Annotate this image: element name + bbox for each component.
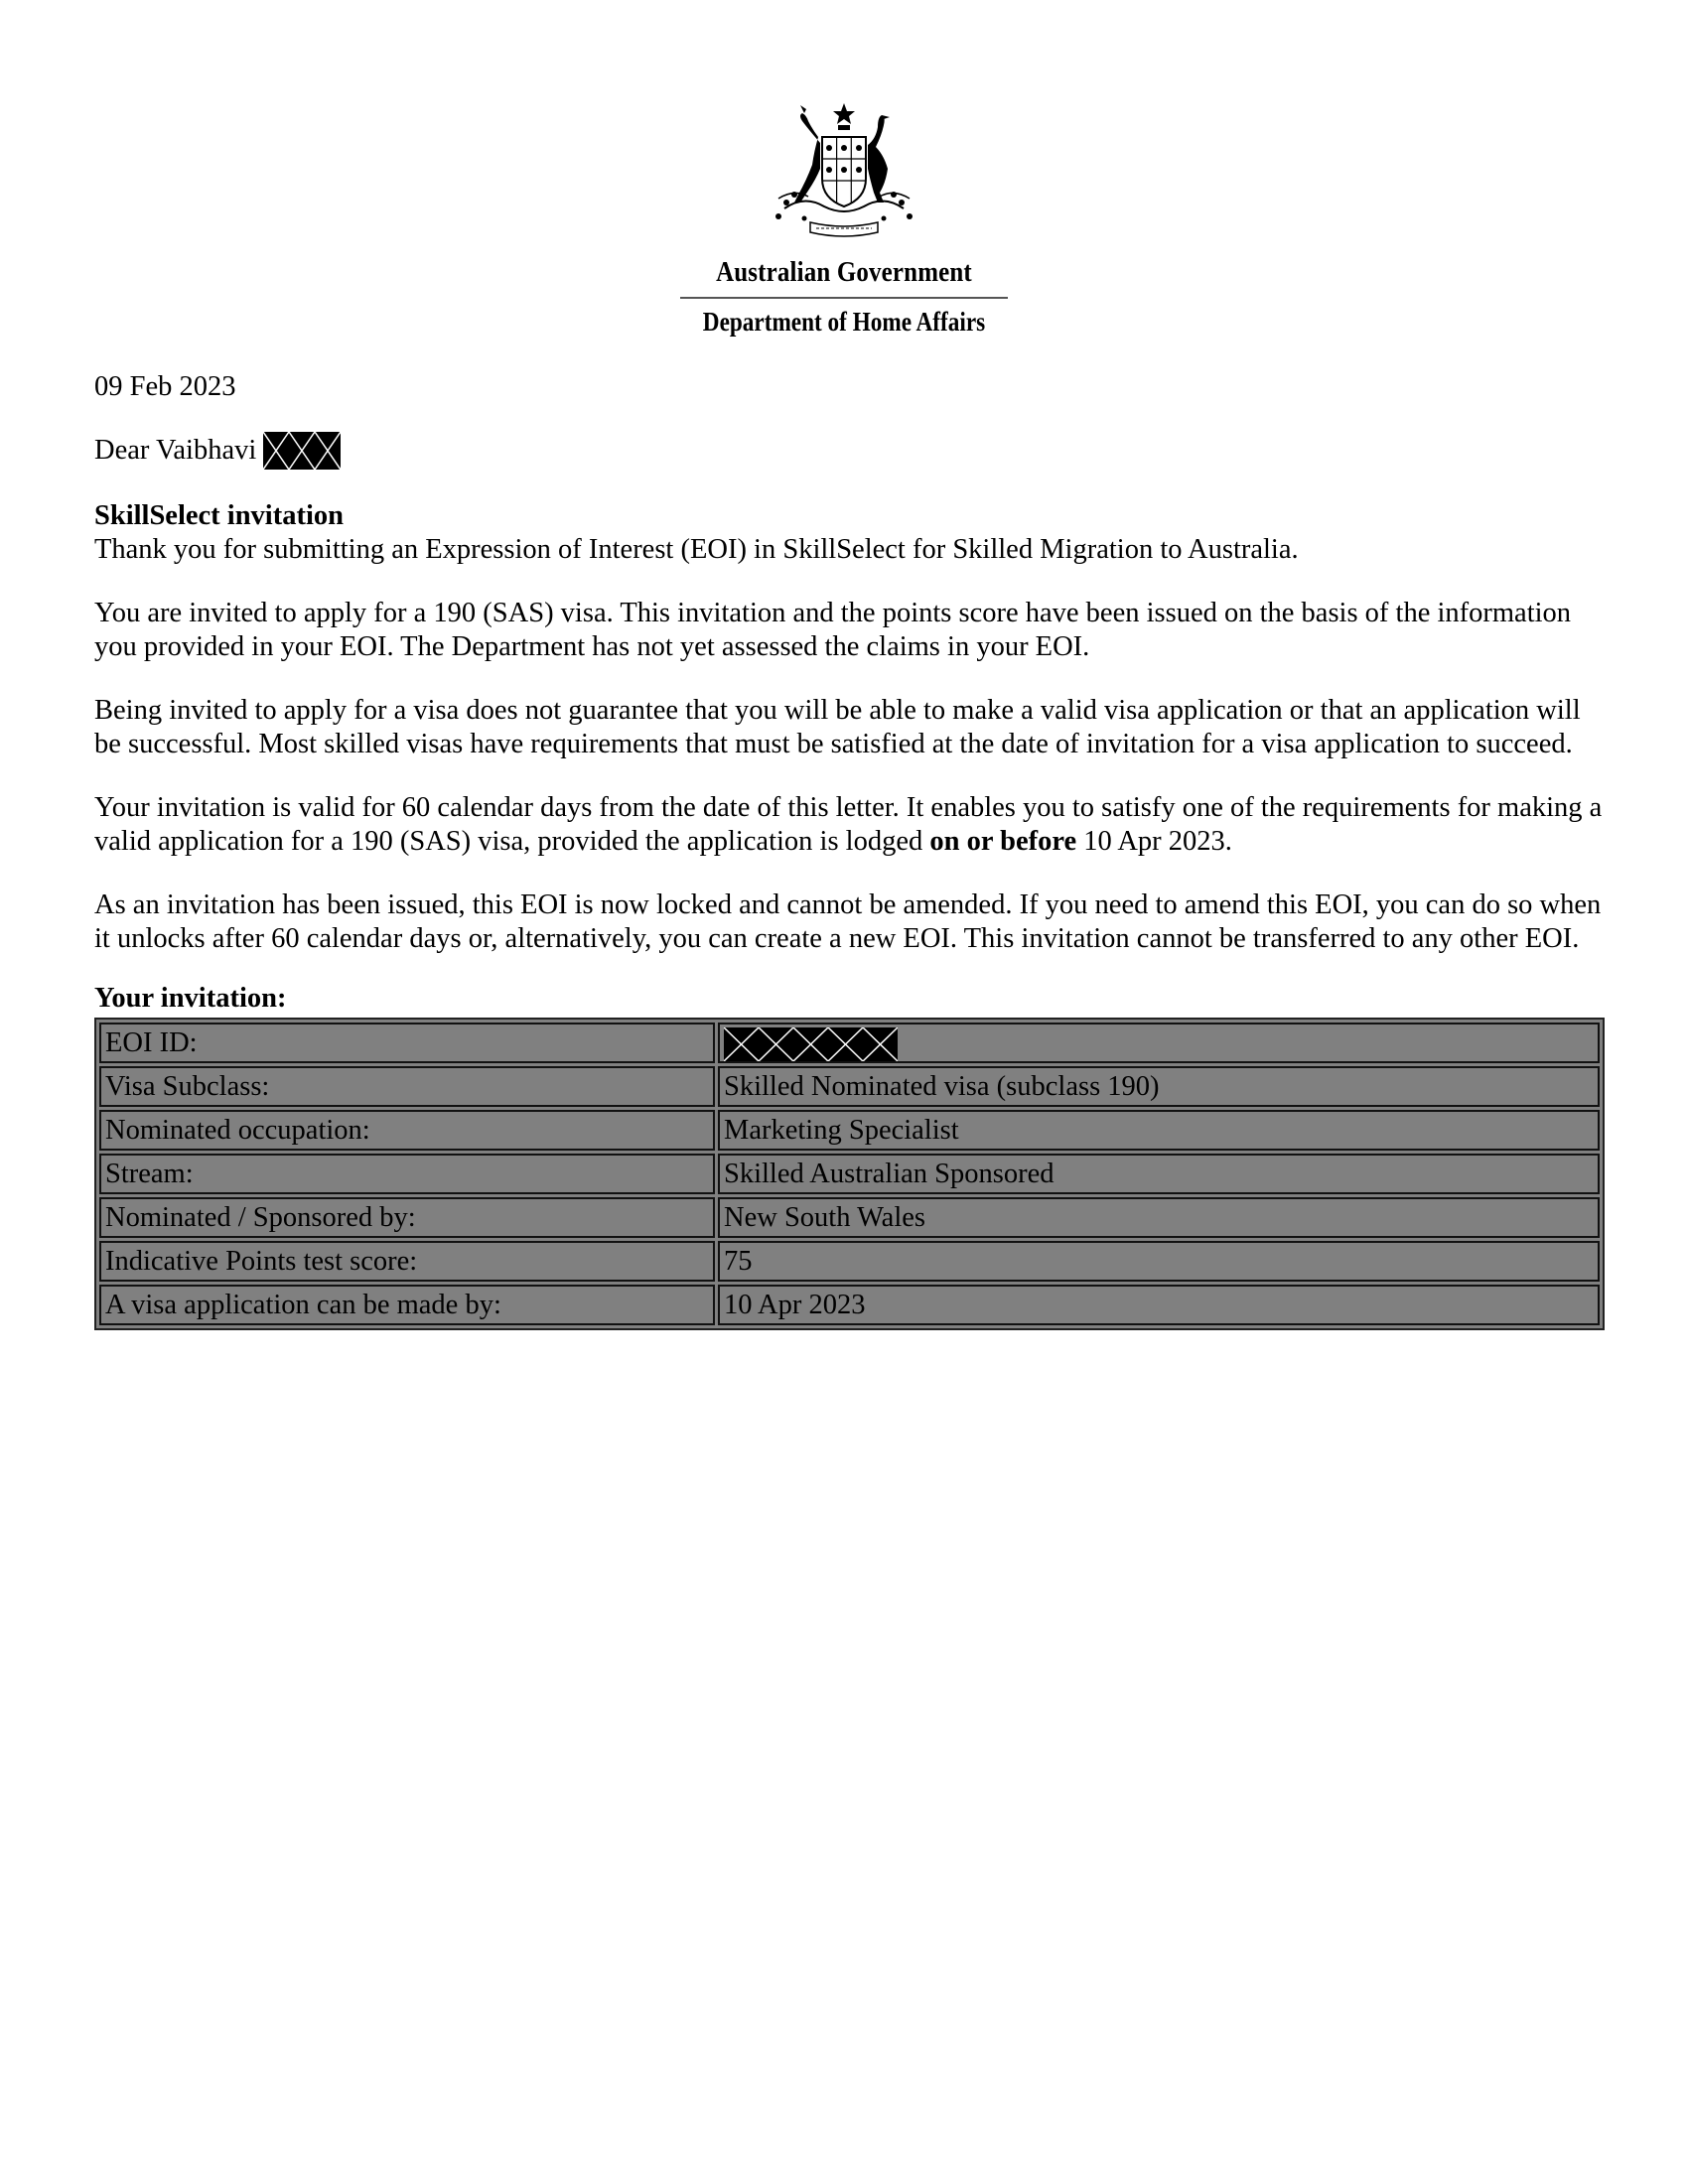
row-label: A visa application can be made by: xyxy=(99,1285,715,1325)
paragraph-3-end: 10 Apr 2023. xyxy=(1076,826,1232,857)
row-value: Marketing Specialist xyxy=(718,1110,1600,1151)
row-label: Nominated / Sponsored by: xyxy=(99,1197,715,1238)
row-label: Stream: xyxy=(99,1154,715,1194)
paragraph-3-start: Your invitation is valid for 60 calendar days from the date of this letter. It enables you to satisfy one of the requirements for making a valid application for a 190 (SAS) visa, provided the application is lodged xyxy=(94,792,1603,857)
row-value xyxy=(718,1023,1600,1063)
table-row xyxy=(99,1110,1600,1151)
paragraph-1: You are invited to apply for a 190 (SAS) visa. This invitation and the points score have been issued on the basis of the information you provided in your EOI. The Department has not yet assessed the claims in your EOI. xyxy=(94,598,1572,662)
salutation-text: Dear Vaibhavi xyxy=(94,435,257,466)
paragraph-3-emphasis: on or before xyxy=(929,826,1077,857)
letterhead-divider xyxy=(680,297,1008,299)
row-label: EOI ID: xyxy=(99,1023,715,1063)
table-row xyxy=(99,1066,1600,1107)
invitation-heading: Your invitation: xyxy=(94,983,287,1014)
row-value: Skilled Nominated visa (subclass 190) xyxy=(718,1066,1600,1107)
letter-subject xyxy=(94,499,1604,567)
coat-of-arms-icon xyxy=(765,99,923,248)
row-value: 10 Apr 2023 xyxy=(718,1285,1600,1325)
paragraph-3 xyxy=(94,791,1604,859)
invitation-table xyxy=(94,1018,1605,1330)
department-name: Department of Home Affairs xyxy=(702,307,986,337)
salutation xyxy=(94,432,1604,470)
row-label: Visa Subclass: xyxy=(99,1066,715,1107)
intro-text: Thank you for submitting an Expression of Interest (EOI) in SkillSelect for Skilled Migration to Australia. xyxy=(94,534,1299,565)
table-row xyxy=(99,1154,1600,1194)
row-value: 75 xyxy=(718,1241,1600,1282)
table-row xyxy=(99,1197,1600,1238)
row-label: Nominated occupation: xyxy=(99,1110,715,1151)
redacted-surname xyxy=(263,432,341,470)
table-row xyxy=(99,1285,1600,1325)
letter-body xyxy=(94,370,1604,1330)
letterhead xyxy=(0,99,1688,338)
government-name: Australian Government xyxy=(716,256,972,288)
table-row xyxy=(99,1023,1600,1063)
paragraph-4: As an invitation has been issued, this EOI is now locked and cannot be amended. If you need to amend this EOI, you can do so when it unlocks after 60 calendar days or, alternatively, you can create a new EOI. This invitation cannot be transferred to any other EOI. xyxy=(94,889,1602,954)
table-row xyxy=(99,1241,1600,1282)
row-value: Skilled Australian Sponsored xyxy=(718,1154,1600,1194)
redacted-eoi-id xyxy=(724,1027,898,1061)
letter-date: 09 Feb 2023 xyxy=(94,371,236,402)
letter-title: SkillSelect invitation xyxy=(94,500,344,531)
paragraph-2: Being invited to apply for a visa does not guarantee that you will be able to make a valid visa application or that an application will be successful. Most skilled visas have requirements that must be satisfied at the date of invitation for a visa application to succeed. xyxy=(94,695,1581,759)
row-value: New South Wales xyxy=(718,1197,1600,1238)
row-label: Indicative Points test score: xyxy=(99,1241,715,1282)
